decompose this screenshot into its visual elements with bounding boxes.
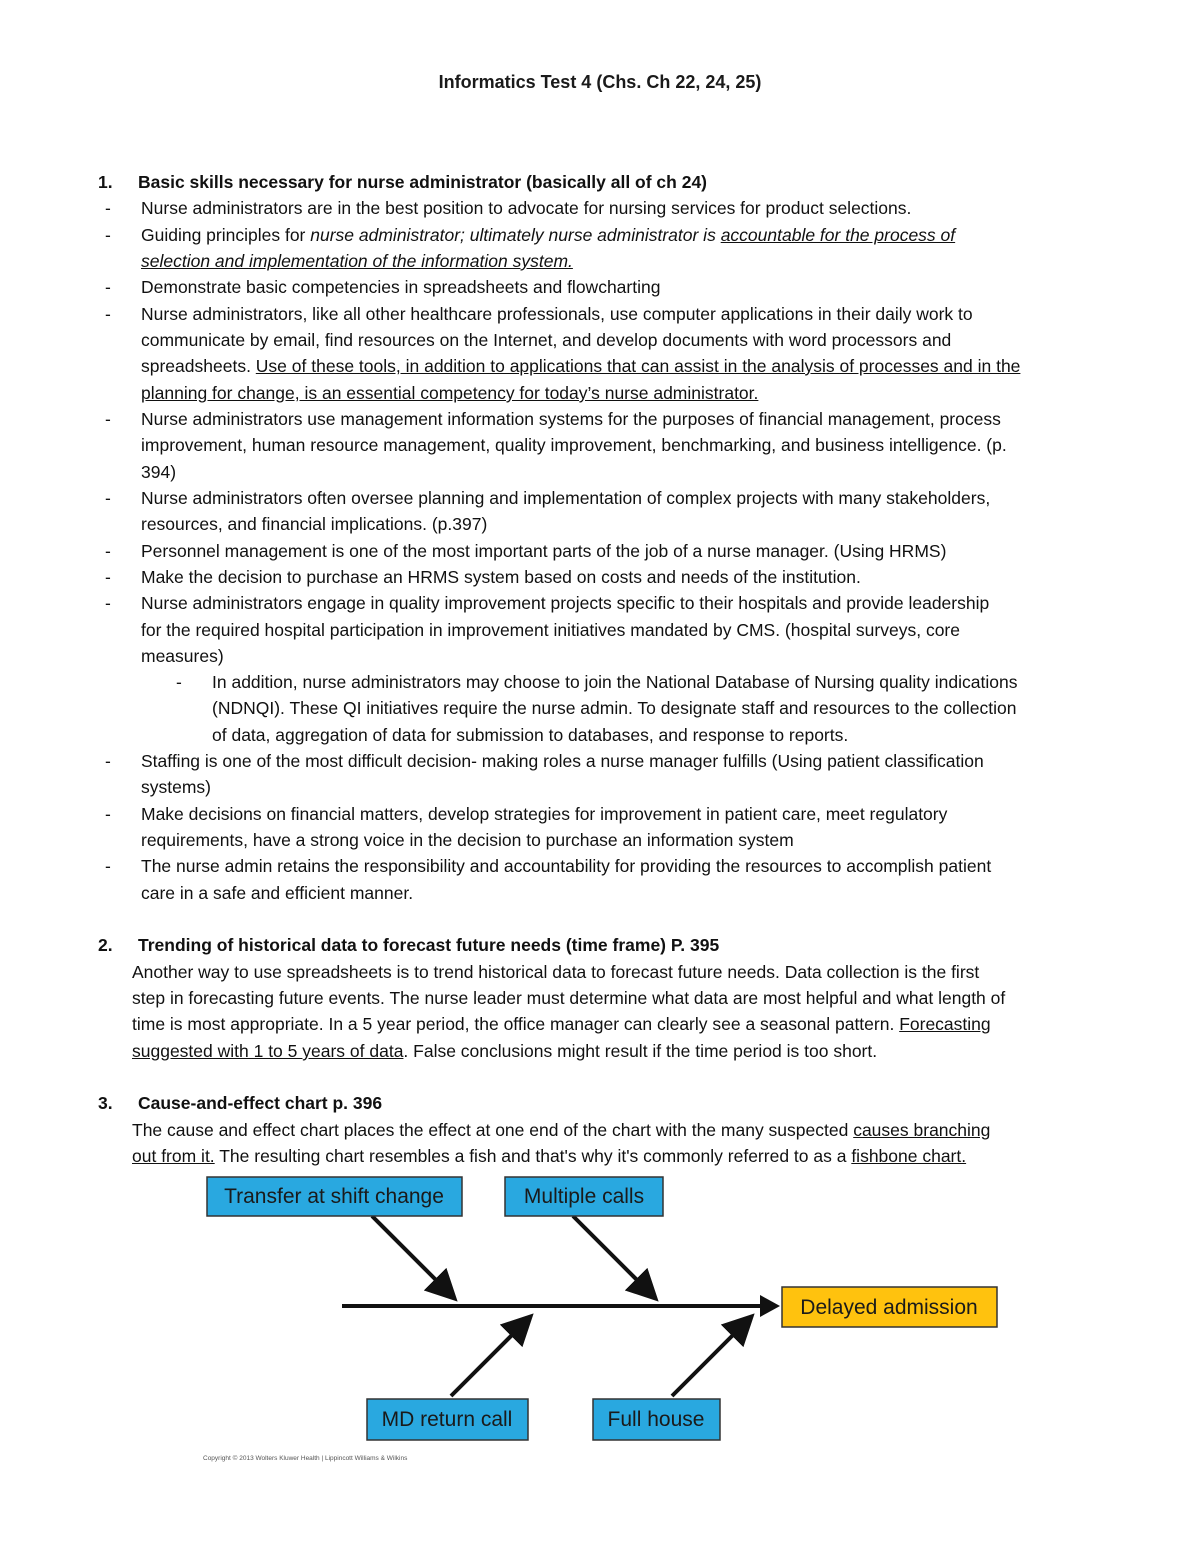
bullet-dash: - — [105, 198, 111, 218]
bone-arrow-transfer — [372, 1216, 452, 1296]
section-heading: Trending of historical data to forecast future needs (time frame) P. 395 — [138, 935, 720, 955]
section-heading: Cause-and-effect chart p. 396 — [138, 1093, 383, 1113]
sub-bullet-dash: - — [176, 672, 182, 692]
copyright-notice: Copyright © 2013 Wolters Kluwer Health | Lippincott Williams & Wilkins — [203, 1455, 408, 1462]
bullet-text: Nurse administrators engage in quality improvement projects specific to their hospitals and provide leadership — [141, 593, 990, 613]
spine-arrowhead — [760, 1295, 780, 1317]
cause-label: Transfer at shift change — [224, 1185, 444, 1208]
paragraph-line: Another way to use spreadsheets is to trend historical data to forecast future needs. Data collection is the first — [132, 962, 980, 982]
cause-box-multiple-calls — [505, 1177, 663, 1216]
bullet-dash: - — [105, 751, 111, 771]
cause-box-transfer — [207, 1177, 462, 1216]
bone-arrow-multiple-calls — [573, 1216, 653, 1296]
bullet-text-continued: communicate by email, find resources on the Internet, and develop documents with word processors and — [141, 330, 952, 350]
bullet-text-continued: systems) — [141, 777, 211, 797]
bullet-dash: - — [105, 567, 111, 587]
bullet-text-continued: resources, and financial implications. (p.397) — [141, 514, 488, 534]
bone-arrow-full-house — [672, 1319, 749, 1396]
sub-bullet-text: In addition, nurse administrators may choose to join the National Database of Nursing quality indications — [212, 672, 1018, 692]
bullet-dash: - — [105, 277, 111, 297]
bullet-dash: - — [105, 488, 111, 508]
bullet-text-continued: measures) — [141, 646, 224, 666]
cause-label: Full house — [607, 1408, 705, 1431]
bullet-dash: - — [105, 225, 111, 245]
fishbone-diagram — [0, 1170, 1200, 1500]
page-title: Informatics Test 4 (Chs. Ch 22, 24, 25) — [438, 72, 762, 92]
bullet-text: Guiding principles for nurse administrator; ultimately nurse administrator is accountable for the process of — [141, 225, 956, 245]
bullet-text: Staffing is one of the most difficult decision- making roles a nurse manager fulfills (Using patient classification — [141, 751, 984, 771]
paragraph-line: time is most appropriate. In a 5 year period, the office manager can clearly see a seasonal pattern. Forecasting — [132, 1014, 991, 1034]
bullet-dash: - — [105, 541, 111, 561]
bullet-text: Make decisions on financial matters, develop strategies for improvement in patient care, meet regulatory — [141, 804, 948, 824]
bullet-dash: - — [105, 856, 111, 876]
bullet-text: Nurse administrators are in the best position to advocate for nursing services for product selections. — [141, 198, 912, 218]
bullet-text: Nurse administrators use management information systems for the purposes of financial management, process — [141, 409, 1001, 429]
cause-box-full-house — [593, 1399, 720, 1440]
bone-arrow-md-return — [451, 1319, 528, 1396]
cause-label: MD return call — [381, 1408, 513, 1431]
bullet-text-continued: for the required hospital participation in improvement initiatives mandated by CMS. (hospital surveys, core — [141, 620, 960, 640]
paragraph-line: The cause and effect chart places the effect at one end of the chart with the many suspected causes branching — [132, 1120, 991, 1140]
paragraph-line: step in forecasting future events. The nurse leader must determine what data are most helpful and what length of — [132, 988, 1006, 1008]
effect-label: Delayed admission — [800, 1296, 978, 1319]
bullet-text-continued: planning for change, is an essential competency for today’s nurse administrator. — [141, 383, 759, 403]
bullet-text: Make the decision to purchase an HRMS system based on costs and needs of the institution. — [141, 567, 861, 587]
bullet-text: Personnel management is one of the most important parts of the job of a nurse manager. (Using HRMS) — [141, 541, 947, 561]
bullet-text-continued: requirements, have a strong voice in the decision to purchase an information system — [141, 830, 794, 850]
bullet-text: Nurse administrators often oversee planning and implementation of complex projects with many stakeholders, — [141, 488, 991, 508]
effect-box-delayed-admission — [782, 1287, 997, 1327]
bullet-text: The nurse admin retains the responsibility and accountability for providing the resources to accomplish patient — [141, 856, 992, 876]
paragraph-line: out from it. The resulting chart resembles a fish and that's why it's commonly referred to as a fishbone chart. — [132, 1146, 967, 1166]
bullet-text-continued: 394) — [141, 462, 177, 482]
bullet-dash: - — [105, 304, 111, 324]
bullet-dash: - — [105, 804, 111, 824]
cause-box-md-return-call — [367, 1399, 528, 1440]
bullet-text-continued: selection and implementation of the information system. — [141, 251, 573, 271]
section-heading: Basic skills necessary for nurse administrator (basically all of ch 24) — [138, 172, 707, 192]
section-number: 3. — [98, 1093, 113, 1113]
bullet-dash: - — [105, 593, 111, 613]
bullet-text: Nurse administrators, like all other healthcare professionals, use computer applications in their daily work to — [141, 304, 973, 324]
section-number: 2. — [98, 935, 113, 955]
sub-bullet-text-continued: (NDNQI). These QI initiatives require the nurse admin. To designate staff and resources to the collection — [212, 698, 1017, 718]
cause-label: Multiple calls — [523, 1185, 645, 1208]
bullet-text: Demonstrate basic competencies in spreadsheets and flowcharting — [141, 277, 661, 297]
bullet-text-continued: improvement, human resource management, quality improvement, benchmarking, and business intelligence. (p. — [141, 435, 1007, 455]
bullet-dash: - — [105, 409, 111, 429]
sub-bullet-text-continued: of data, aggregation of data for submission to databases, and response to reports. — [212, 725, 849, 745]
section-number: 1. — [98, 172, 113, 192]
bullet-text-continued: care in a safe and efficient manner. — [141, 883, 414, 903]
bullet-text-continued: spreadsheets. Use of these tools, in addition to applications that can assist in the analysis of processes and in the — [141, 356, 1021, 376]
paragraph-line: suggested with 1 to 5 years of data. False conclusions might result if the time period is too short. — [132, 1041, 878, 1061]
